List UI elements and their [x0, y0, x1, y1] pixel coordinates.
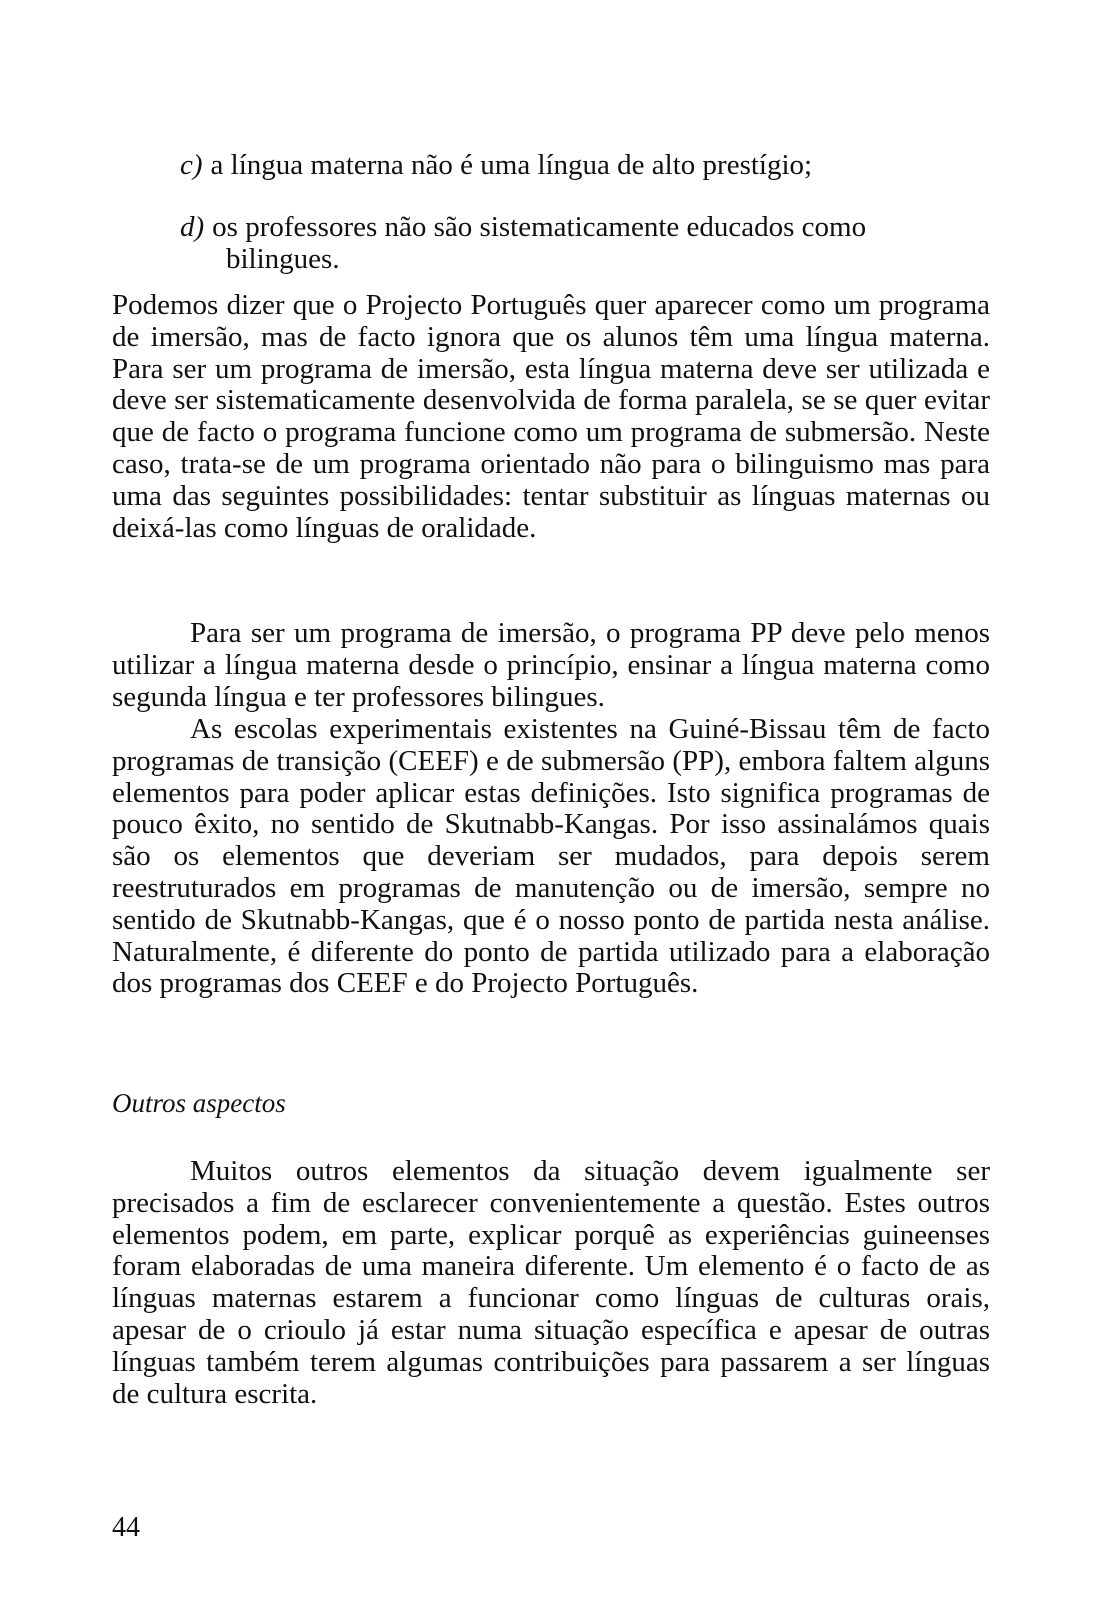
list-item-d [180, 212, 990, 276]
list-text-continuation: bilingues. [226, 242, 340, 275]
page-number: 44 [112, 1512, 140, 1543]
section-paragraph: Muitos outros elementos da situação devem igualmente ser precisados a fim de esclarecer convenientemente a questão. Estes outros elementos podem, em parte, explicar porquê as experiências guineenses foram elaboradas de uma maneira diferente. Um elemento é o facto de as línguas maternas estarem a funcionar como línguas de culturas orais, apesar de o crioulo já estar numa situação específica e apesar de outras línguas também terem algumas contribuições para passarem a ser línguas de cultura escrita. [112, 1155, 990, 1410]
list-text: os professores não são sistematicamente educados como [212, 211, 867, 243]
section-heading: Outros aspectos [112, 1088, 286, 1118]
paragraph-2: Para ser um programa de imersão, o programa PP deve pelo menos utilizar a língua materna desde o princípio, ensinar a língua materna como segunda língua e ter professores bilingues. [112, 617, 990, 713]
list-item-c [180, 150, 990, 182]
list-label: c) [180, 149, 203, 181]
list-text: a língua materna não é uma língua de alto prestígio; [210, 149, 813, 181]
paragraph-1: Podemos dizer que o Projecto Português quer aparecer como um programa de imersão, mas de facto ignora que os alunos têm uma língua materna. Para ser um programa de imersão, esta língua materna deve ser utilizada e deve ser sistematicamente desenvolvida de forma paralela, se se quer evitar que de facto o programa funcione como um programa de submersão. Neste caso, trata-se de um programa orientado não para o bilinguismo mas para uma das seguintes possibilidades: tentar substituir as línguas maternas ou deixá-las como línguas de oralidade. [112, 289, 990, 544]
paragraph-3: As escolas experimentais existentes na Guiné-Bissau têm de facto programas de transição (CEEF) e de submersão (PP), embora faltem alguns elementos para poder aplicar estas definições. Isto significa programas de pouco êxito, no sentido de Skutnabb-Kangas. Por isso assinalámos quais são os elementos que deveriam ser mudados, para depois serem reestruturados em programas de manutenção ou de imersão, sempre no sentido de Skutnabb-Kangas, que é o nosso ponto de partida nesta análise. Naturalmente, é diferente do ponto de partida utilizado para a elaboração dos programas dos CEEF e do Projecto Português. [112, 713, 990, 1000]
list-label: d) [180, 211, 205, 243]
